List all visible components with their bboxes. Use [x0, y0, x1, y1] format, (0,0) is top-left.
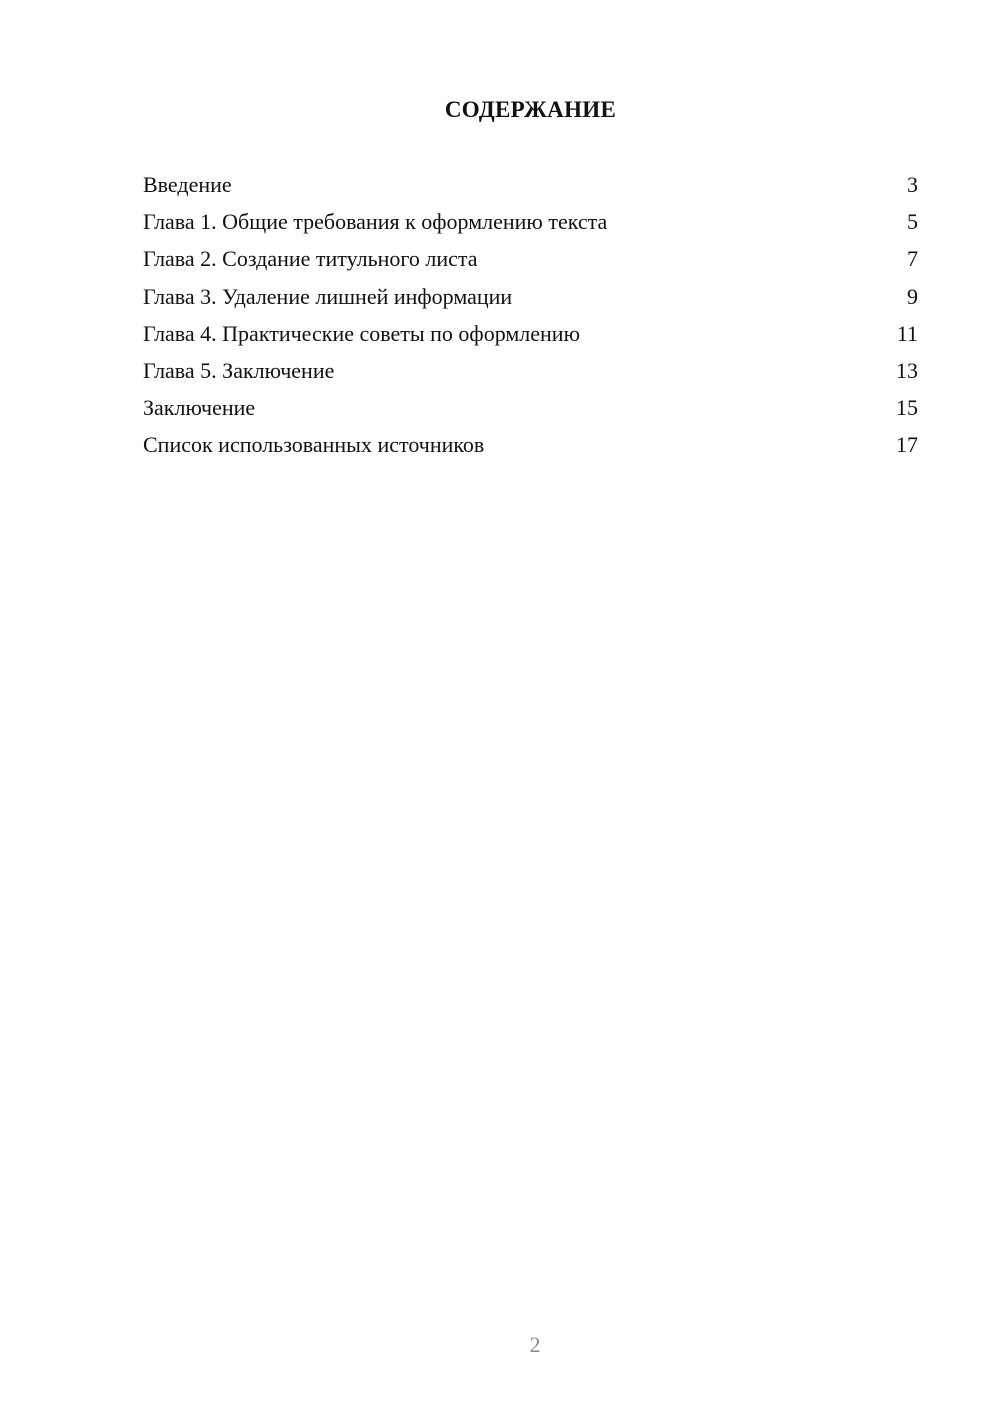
toc-entry-label: Глава 5. Заключение — [143, 357, 335, 383]
toc-entry-page: 3 — [907, 172, 918, 197]
toc-entry-label: Глава 3. Удаление лишней информации — [143, 283, 513, 309]
page-number: 2 — [529, 1332, 541, 1357]
toc-entry-references — [143, 430, 918, 467]
toc-entry-label: Глава 1. Общие требования к оформлению текста — [143, 209, 608, 235]
toc-entry-chapter-3 — [143, 282, 918, 319]
toc-entry-label: Список использованных источников — [143, 432, 485, 458]
toc-entry-page: 17 — [896, 432, 918, 458]
toc-entry-chapter-4 — [143, 319, 918, 356]
toc-entry-page: 9 — [907, 283, 918, 309]
toc-entry-page: 13 — [896, 357, 918, 383]
toc-entry-chapter-5 — [143, 356, 918, 393]
table-of-contents — [143, 170, 918, 468]
toc-entry-label: Глава 4. Практические советы по оформлению — [143, 320, 581, 346]
toc-entry-conclusion — [143, 393, 918, 430]
toc-entry-page: 5 — [907, 209, 918, 235]
toc-entry-page: 7 — [907, 246, 918, 272]
toc-entry-page: 11 — [896, 320, 918, 346]
toc-entry-chapter-1 — [143, 207, 918, 244]
toc-entry-label: Заключение — [143, 395, 256, 421]
toc-entry-introduction — [143, 170, 918, 207]
toc-entry-label: Глава 2. Создание титульного листа — [143, 246, 478, 272]
toc-entry-label: Введение — [143, 172, 232, 197]
toc-entry-page: 15 — [896, 395, 918, 421]
toc-entry-chapter-2 — [143, 244, 918, 281]
page-title: СОДЕРЖАНИЕ — [444, 97, 617, 122]
